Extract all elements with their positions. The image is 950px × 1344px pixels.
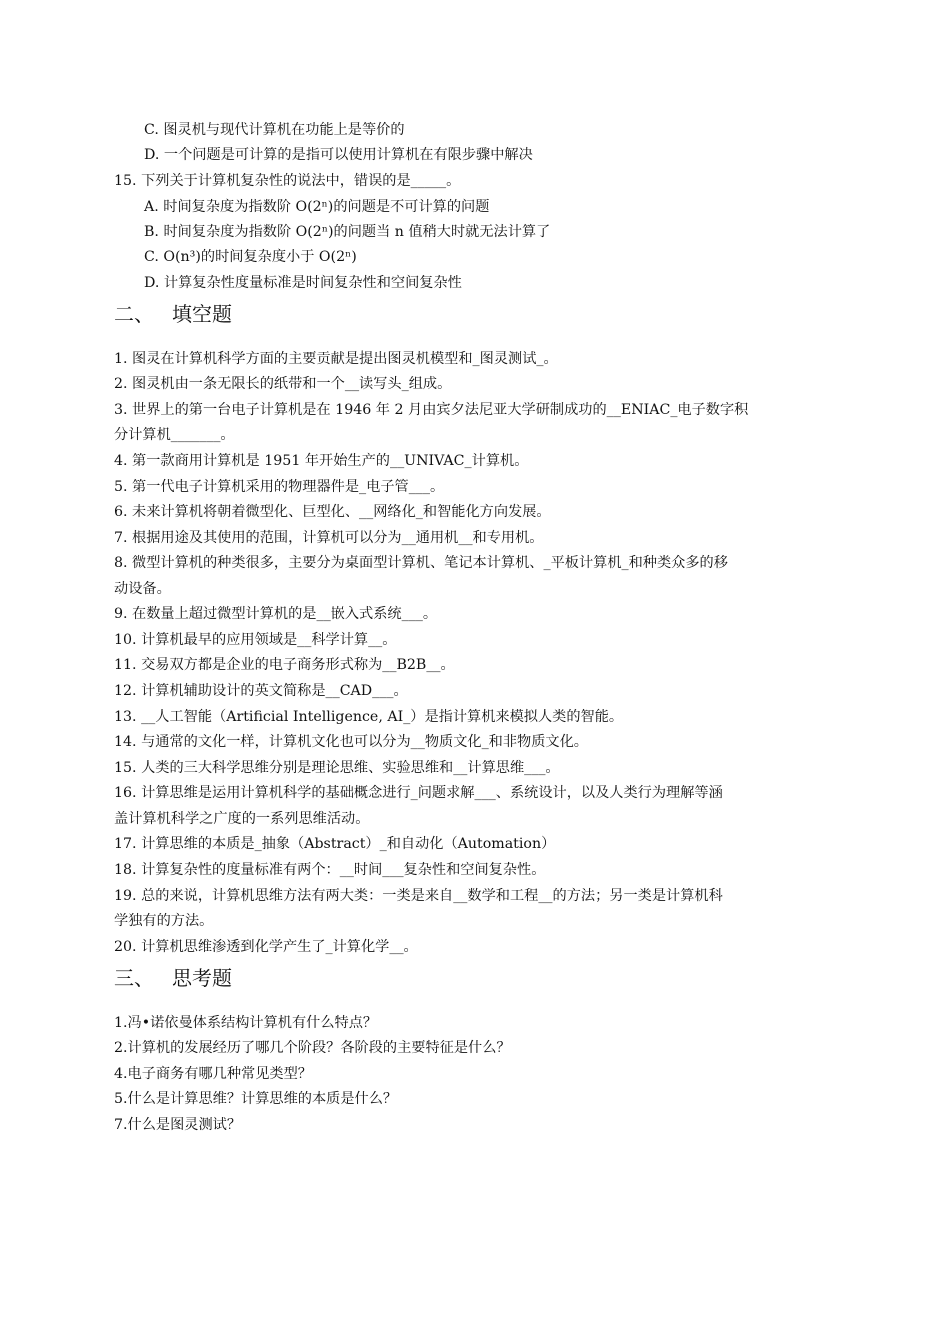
option-c-prev: C. 图灵机与现代计算机在功能上是等价的 [144, 122, 405, 138]
fill-item: 11. 交易双方都是企业的电子商务形式称为__B2B__。 [114, 657, 455, 673]
section-title: 思考题 [172, 966, 232, 990]
fill-item-continued: 动设备。 [114, 581, 171, 597]
fill-item: 9. 在数量上超过微型计算机的是__嵌入式系统___。 [114, 606, 438, 622]
fill-item: 13. __人工智能（Artificial Intelligence, AI_）是指计算机来模拟人类的智能。 [114, 709, 624, 725]
question-15-option-c: C. O(n³)的时间复杂度小于 O(2ⁿ) [144, 249, 357, 265]
fill-item: 15. 人类的三大科学思维分别是理论思维、实验思维和__计算思维___。 [114, 760, 560, 776]
fill-item: 16. 计算思维是运用计算机科学的基础概念进行_问题求解___、系统设计，以及人类行为理解等涵 [114, 785, 723, 801]
fill-item: 8. 微型计算机的种类很多，主要分为桌面型计算机、笔记本计算机、_平板计算机_和种类众多的移 [114, 555, 728, 571]
fill-item: 18. 计算复杂性的度量标准有两个：__时间___复杂性和空间复杂性。 [114, 862, 546, 878]
question-15-option-d: D. 计算复杂性度量标准是时间复杂性和空间复杂性 [144, 275, 462, 291]
fill-item: 12. 计算机辅助设计的英文简称是__CAD___。 [114, 683, 408, 699]
fill-item: 10. 计算机最早的应用领域是__科学计算__。 [114, 632, 397, 648]
thinking-item: 1.冯•诺依曼体系结构计算机有什么特点？ [114, 1015, 378, 1031]
thinking-item: 2.计算机的发展经历了哪几个阶段？各阶段的主要特征是什么？ [114, 1040, 511, 1056]
fill-item: 14. 与通常的文化一样，计算机文化也可以分为__物质文化_和非物质文化。 [114, 734, 588, 750]
fill-item: 6. 未来计算机将朝着微型化、巨型化、__网络化_和智能化方向发展。 [114, 504, 551, 520]
section-heading-thinking [114, 965, 232, 991]
fill-item: 17. 计算思维的本质是_抽象（Abstract）_和自动化（Automation） [114, 836, 556, 852]
fill-item-continued: 盖计算机科学之广度的一系列思维活动。 [114, 811, 370, 827]
section-number: 三、 [114, 966, 154, 990]
question-15: 15. 下列关于计算机复杂性的说法中，错误的是_____。 [114, 173, 461, 189]
question-15-option-b: B. 时间复杂度为指数阶 O(2ⁿ)的问题当 n 值稍大时就无法计算了 [144, 224, 551, 240]
fill-item: 19. 总的来说，计算机思维方法有两大类：一类是来自__数学和工程__的方法；另一类是计算机科 [114, 888, 723, 904]
fill-item: 20. 计算机思维渗透到化学产生了_计算化学__。 [114, 939, 418, 955]
thinking-item: 5.什么是计算思维？计算思维的本质是什么？ [114, 1091, 398, 1107]
thinking-item: 4.电子商务有哪几种常见类型？ [114, 1066, 312, 1082]
section-heading-fill-in [114, 301, 232, 327]
section-title: 填空题 [172, 302, 232, 326]
option-d-prev: D. 一个问题是可计算的是指可以使用计算机在有限步骤中解决 [144, 147, 533, 163]
fill-item: 5. 第一代电子计算机采用的物理器件是_电子管___。 [114, 479, 445, 495]
fill-item-continued: 分计算机_______。 [114, 427, 235, 443]
fill-item: 1. 图灵在计算机科学方面的主要贡献是提出图灵机模型和_图灵测试_。 [114, 351, 558, 367]
fill-item: 3. 世界上的第一台电子计算机是在 1946 年 2 月由宾夕法尼亚大学研制成功的__ENIAC_电子数字积 [114, 402, 749, 418]
fill-item: 7. 根据用途及其使用的范围，计算机可以分为__通用机__和专用机。 [114, 530, 544, 546]
section-number: 二、 [114, 302, 154, 326]
thinking-item: 7.什么是图灵测试？ [114, 1117, 242, 1133]
fill-item: 2. 图灵机由一条无限长的纸带和一个__读写头_组成。 [114, 376, 452, 392]
question-15-option-a: A. 时间复杂度为指数阶 O(2ⁿ)的问题是不可计算的问题 [144, 199, 490, 215]
fill-item: 4. 第一款商用计算机是 1951 年开始生产的__UNIVAC_计算机。 [114, 453, 529, 469]
fill-item-continued: 学独有的方法。 [114, 913, 214, 929]
